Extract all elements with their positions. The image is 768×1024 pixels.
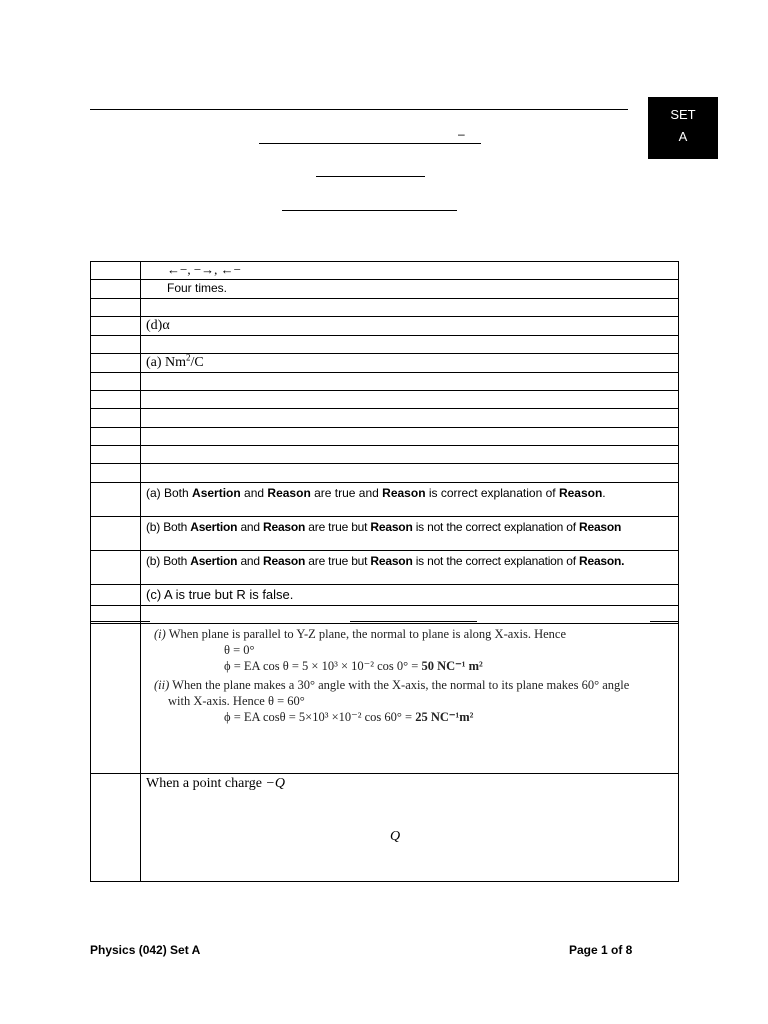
answer-text: and <box>237 554 264 568</box>
answer-bold: Reason <box>263 554 306 568</box>
solution-line <box>146 658 673 674</box>
charge-symbol: Q <box>390 829 401 844</box>
answer-cell: ←−, −→, ←− <box>141 262 679 280</box>
answer-bold: Reason <box>263 520 306 534</box>
answer-bold: Reason <box>558 486 603 500</box>
answer-bold: Asertion <box>192 486 241 500</box>
solution-line <box>146 626 673 642</box>
answer-text: . <box>602 486 606 500</box>
question-number-cell <box>91 280 141 299</box>
answer-cell <box>141 517 679 551</box>
answer-bold: Asertion <box>190 554 238 568</box>
answer-text: and <box>240 486 268 500</box>
table-row <box>91 464 679 483</box>
header-dash: – <box>458 127 465 141</box>
answer-cell <box>141 373 679 391</box>
answer-math: −Q <box>265 776 286 791</box>
answer-cell <box>141 551 679 585</box>
table-row <box>91 262 679 280</box>
overlay-rule-left <box>90 621 150 622</box>
table-row <box>91 483 679 517</box>
answer-cell <box>141 774 679 882</box>
answer-text: are true and <box>310 486 383 500</box>
solution-cell <box>141 624 679 774</box>
question-number-cell <box>91 317 141 336</box>
question-number-cell <box>91 262 141 280</box>
table-row <box>91 299 679 317</box>
solution-text: When plane is parallel to Y-Z plane, the normal to plane is along X-axis. Hence <box>165 627 567 641</box>
answer-bold: Reason. <box>579 554 625 568</box>
table-row <box>91 354 679 373</box>
header-rule-subtitle <box>316 176 425 177</box>
solution-line: θ = 0° <box>224 643 255 657</box>
question-number-cell <box>91 354 141 373</box>
solution-equation: ϕ = EA cosθ = 5×10³ ×10⁻² cos 60° = <box>224 710 416 724</box>
answer-cell: Four times. <box>141 280 679 299</box>
table-row <box>91 585 679 606</box>
table-row <box>91 551 679 585</box>
answer-text: are true but <box>305 554 371 568</box>
answer-text: (a) Nm <box>146 355 187 370</box>
answer-cell: (d)α <box>141 317 679 336</box>
table-row <box>91 517 679 551</box>
answer-cell <box>141 464 679 483</box>
question-number-cell <box>91 517 141 551</box>
solution-result: 50 NC⁻¹ m² <box>421 659 483 673</box>
answer-text: are true but <box>305 520 371 534</box>
footer-page-number: Page 1 of 8 <box>569 943 633 957</box>
header-rule-top <box>90 109 628 110</box>
table-row <box>91 774 679 882</box>
question-number-cell <box>91 624 141 774</box>
solution-label: (ii) <box>154 678 170 692</box>
table-row <box>91 428 679 446</box>
answer-bold: Reason <box>579 520 622 534</box>
footer-left: Physics (042) Set A <box>90 943 201 957</box>
set-badge-line2: A <box>678 129 688 144</box>
header-rule-third <box>282 210 457 211</box>
question-number-cell <box>91 483 141 517</box>
table-row <box>91 446 679 464</box>
header-rule-title <box>259 143 481 144</box>
answer-text: /C <box>190 355 204 370</box>
answer-text: (a) Both <box>146 486 193 500</box>
table-row <box>91 409 679 428</box>
table-row <box>91 336 679 354</box>
answer-cell <box>141 336 679 354</box>
solution-label: (i) <box>154 627 166 641</box>
answer-bold: Reason <box>382 486 426 500</box>
solution-line <box>146 677 673 693</box>
overlay-rule-middle <box>350 621 477 622</box>
question-number-cell <box>91 428 141 446</box>
answer-text: and <box>237 520 264 534</box>
answer-text: is correct explanation of <box>425 486 559 500</box>
answer-cell <box>141 483 679 517</box>
answer-cell <box>141 409 679 428</box>
table-row <box>91 280 679 299</box>
overlay-rule-right <box>650 621 679 622</box>
solution-equation: ϕ = EA cos θ = 5 × 10³ × 10⁻² cos 0° = <box>224 659 422 673</box>
answer-cell: (c) A is true but R is false. <box>141 585 679 606</box>
answer-cell <box>141 354 679 373</box>
answer-table <box>90 261 679 882</box>
answer-text: is not the correct explanation of <box>412 520 580 534</box>
answer-cell <box>141 428 679 446</box>
table-row <box>91 373 679 391</box>
solution-line <box>146 709 673 725</box>
question-number-cell <box>91 409 141 428</box>
solution-line: with X-axis. Hence θ = 60° <box>168 694 305 708</box>
answer-superscript: 2 <box>186 352 191 363</box>
table-row <box>91 624 679 774</box>
question-number-cell <box>91 446 141 464</box>
set-badge <box>648 97 718 159</box>
table-row <box>91 317 679 336</box>
answer-text: When a point charge <box>146 776 266 791</box>
answer-text: (b) Both <box>146 554 191 568</box>
answer-bold: Asertion <box>190 520 238 534</box>
question-number-cell <box>91 336 141 354</box>
table-row <box>91 391 679 409</box>
question-number-cell <box>91 391 141 409</box>
answer-cell <box>141 391 679 409</box>
solution-result: 25 NC⁻¹m² <box>415 710 474 724</box>
answer-bold: Reason <box>370 520 413 534</box>
question-number-cell <box>91 551 141 585</box>
question-number-cell <box>91 464 141 483</box>
set-badge-line1: SET <box>670 107 696 122</box>
solution-text: When the plane makes a 30° angle with the X-axis, the normal to its plane makes 60° angle <box>169 678 630 692</box>
answer-text: (b) Both <box>146 520 191 534</box>
question-number-cell <box>91 373 141 391</box>
question-number-cell <box>91 585 141 606</box>
question-number-cell <box>91 299 141 317</box>
answer-text: is not the correct explanation of <box>412 554 580 568</box>
question-number-cell <box>91 774 141 882</box>
answer-cell <box>141 299 679 317</box>
answer-bold: Reason <box>267 486 311 500</box>
answer-bold: Reason <box>370 554 413 568</box>
answer-cell <box>141 446 679 464</box>
